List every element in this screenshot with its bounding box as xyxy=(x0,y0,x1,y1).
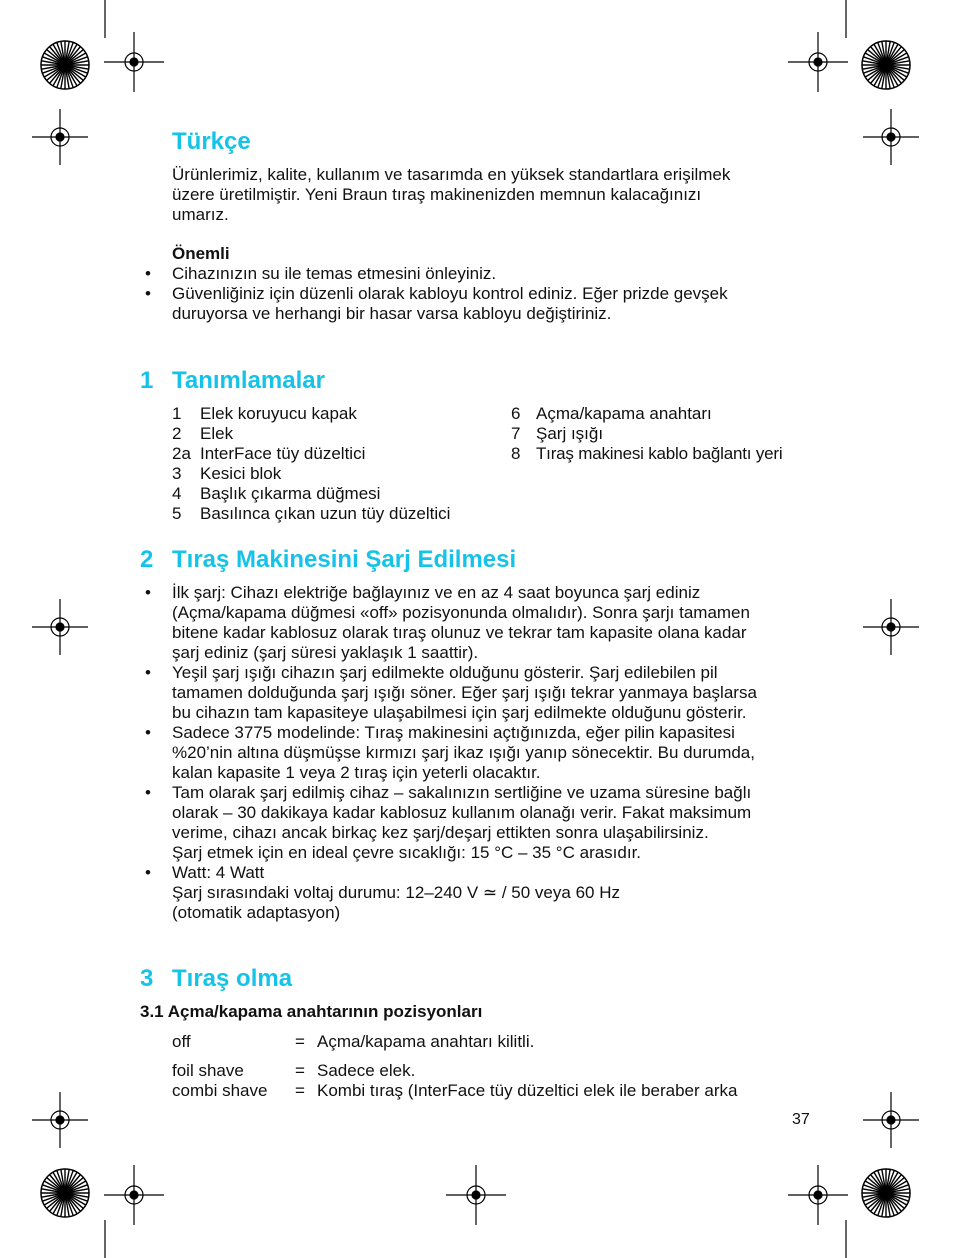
bullet-line: Şarj etmek için en ideal çevre sıcaklığı: 15 °C – 35 °C arasıdır. xyxy=(172,843,642,862)
subsection-title: 3.1 Açma/kapama anahtarının pozisyonları xyxy=(140,1002,483,1021)
bullet-line: kalan kapasite 1 veya 2 tıraş için yeterli olacaktır. xyxy=(172,763,541,782)
list-item xyxy=(172,404,502,424)
bullet-line: %20’nin altına düşmüşse kırmızı şarj ikaz ışığı yanıp sönecektir. Bu durumda, xyxy=(172,743,755,762)
bullet-symbol: • xyxy=(145,783,151,802)
bullet-symbol: • xyxy=(145,264,151,283)
crosshair-dot xyxy=(56,1116,64,1124)
item-number: 4 xyxy=(172,484,182,503)
bullet-symbol: • xyxy=(145,863,151,882)
list-item xyxy=(511,424,821,444)
parts-list-left xyxy=(172,404,502,524)
item-label: Elek koruyucu kapak xyxy=(200,404,357,423)
item-label: Şarj ışığı xyxy=(536,424,604,443)
page-title: Türkçe xyxy=(172,128,251,155)
bullet-line: olarak – 30 dakikaya kadar kablosuz kullanım olanağı verir. Fakat maksimum xyxy=(172,803,752,822)
bullet-line: şarj ediniz (şarj süresi yaklaşık 1 saattir). xyxy=(172,643,479,662)
page-number: 37 xyxy=(792,1111,810,1128)
list-item xyxy=(172,444,502,464)
item-label: Basılınca çıkan uzun tüy düzeltici xyxy=(200,504,451,523)
intro-line: umarız. xyxy=(172,205,229,224)
bullet-symbol: • xyxy=(145,723,151,742)
item-label: Elek xyxy=(200,424,234,443)
item-number: 1 xyxy=(172,404,182,423)
item-label: InterFace tüy düzeltici xyxy=(200,444,366,463)
bullet-symbol: • xyxy=(145,663,151,682)
section-number: 1 xyxy=(140,367,154,394)
crosshair-dot xyxy=(56,133,64,141)
bullet-line: Cihazınızın su ile temas etmesini önleyiniz. xyxy=(172,264,497,283)
parts-list-right xyxy=(511,404,821,464)
bullet-line: tamamen dolduğunda şarj ışığı söner. Eğer şarj ışığı tekrar yanmaya başlarsa xyxy=(172,683,757,702)
item-number: 2a xyxy=(172,444,191,463)
important-label: Önemli xyxy=(172,244,230,263)
list-item xyxy=(172,484,502,504)
item-label: Kesici blok xyxy=(200,464,282,483)
crosshair-dot xyxy=(887,1116,895,1124)
item-label: Açma/kapama anahtarı xyxy=(536,404,712,423)
charging-bullet xyxy=(172,663,757,723)
bullet-symbol: • xyxy=(145,284,151,303)
section-title: Tıraş Makinesini Şarj Edilmesi xyxy=(172,546,517,573)
item-number: 7 xyxy=(511,424,521,443)
list-item xyxy=(172,504,502,524)
crosshair-dot xyxy=(56,623,64,631)
list-item xyxy=(172,464,502,484)
bullet-line: bu cihazın tam kapasiteye ulaşabilmesi için şarj edilmekte olduğunu gösterir. xyxy=(172,703,747,722)
equals-sign: = xyxy=(295,1061,305,1080)
important-bullet xyxy=(172,284,728,324)
intro-line: Ürünlerimiz, kalite, kullanım ve tasarımda en yüksek standartlara erişilmek xyxy=(172,165,731,184)
crosshair-dot xyxy=(814,58,822,66)
list-item xyxy=(511,444,821,464)
bullet-line: Watt: 4 Watt xyxy=(172,863,265,882)
item-number: 3 xyxy=(172,464,182,483)
charging-bullet xyxy=(172,863,620,923)
item-label: Başlık çıkarma düğmesi xyxy=(200,484,381,503)
position-term: off xyxy=(172,1032,191,1051)
position-description: Kombi tıraş (InterFace tüy düzeltici elek ile beraber arka xyxy=(317,1081,738,1100)
item-number: 5 xyxy=(172,504,182,523)
bullet-line: (otomatik adaptasyon) xyxy=(172,903,341,922)
bullet-line: verime, cihazı ancak birkaç kez şarj/deşarj ettikten sonra ulaşabilirsiniz. xyxy=(172,823,709,842)
item-number: 8 xyxy=(511,444,521,463)
bullet-line: Yeşil şarj ışığı cihazın şarj edilmekte olduğunu gösterir. Şarj edilebilen pil xyxy=(172,663,718,682)
position-term: combi shave xyxy=(172,1081,268,1100)
position-row xyxy=(172,1081,792,1101)
item-number: 6 xyxy=(511,404,521,423)
equals-sign: = xyxy=(295,1081,305,1100)
crosshair-dot xyxy=(472,1191,480,1199)
section-number: 2 xyxy=(140,546,154,573)
section-title: Tanımlamalar xyxy=(172,367,325,394)
bullet-line: (Açma/kapama düğmesi «off» pozisyonunda olmalıdır). Sonra şarjı tamamen xyxy=(172,603,750,622)
crosshair-dot xyxy=(887,623,895,631)
bullet-line: İlk şarj: Cihazı elektriğe bağlayınız ve en az 4 saat boyunca şarj ediniz xyxy=(172,583,701,602)
position-description: Sadece elek. xyxy=(317,1061,416,1080)
bullet-line: Sadece 3775 modelinde: Tıraş makinesini açtığınızda, eğer pilin kapasitesi xyxy=(172,723,735,742)
list-item xyxy=(511,404,821,424)
list-item xyxy=(172,424,502,444)
item-number: 2 xyxy=(172,424,182,443)
important-bullet xyxy=(172,264,496,284)
position-term: foil shave xyxy=(172,1061,244,1080)
crosshair-dot xyxy=(887,133,895,141)
charging-bullet xyxy=(172,583,750,663)
position-row xyxy=(172,1061,792,1081)
charging-bullet xyxy=(172,723,755,783)
intro-line: üzere üretilmiştir. Yeni Braun tıraş makinenizden memnun kalacağınızı xyxy=(172,185,702,204)
equals-sign: = xyxy=(295,1032,305,1051)
charging-bullet xyxy=(172,783,751,863)
section-title: Tıraş olma xyxy=(172,965,293,992)
bullet-line: Güvenliğiniz için düzenli olarak kabloyu kontrol ediniz. Eğer prizde gevşek xyxy=(172,284,728,303)
position-description: Açma/kapama anahtarı kilitli. xyxy=(317,1032,535,1051)
crosshair-dot xyxy=(130,58,138,66)
crosshair-dot xyxy=(814,1191,822,1199)
section-number: 3 xyxy=(140,965,154,992)
intro-paragraph xyxy=(172,165,730,225)
item-label: Tıraş makinesi kablo bağlantı yeri xyxy=(536,444,783,463)
bullet-line: Tam olarak şarj edilmiş cihaz – sakalınızın sertliğine ve uzama süresine bağlı xyxy=(172,783,752,802)
bullet-line: bitene kadar kablosuz olarak tıraş olunuz ve tekrar tam kapasite olana kadar xyxy=(172,623,747,642)
position-row xyxy=(172,1032,792,1052)
bullet-line: duruyorsa ve herhangi bir hasar varsa kabloyu değiştiriniz. xyxy=(172,304,612,323)
bullet-symbol: • xyxy=(145,583,151,602)
crosshair-dot xyxy=(130,1191,138,1199)
bullet-line: Şarj sırasındaki voltaj durumu: 12–240 V ≃ / 50 veya 60 Hz xyxy=(172,883,620,902)
